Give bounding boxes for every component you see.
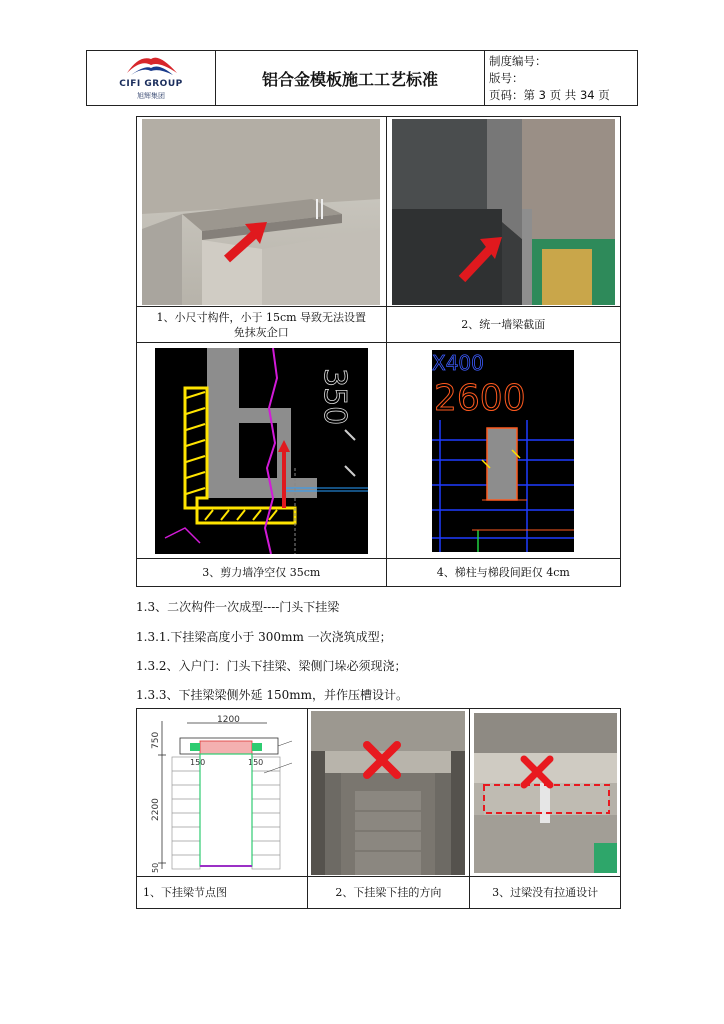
paragraph-1-3-2: 1.3.2、入户门：门头下挂梁、梁侧门垛必须现浇； <box>136 659 407 673</box>
paragraph-1-3-1: 1.3.1.下挂梁高度小于 300mm 一次浇筑成型； <box>136 630 392 644</box>
cad-stair-column <box>432 350 574 552</box>
photo-cell-1 <box>137 117 387 307</box>
caption-4: 4、梯柱与梯段间距仅 4cm <box>386 559 621 587</box>
photo-cell-5 <box>307 709 470 877</box>
dim-750: 750 <box>150 731 161 749</box>
photo-small-component <box>142 119 380 305</box>
photo-lintel-not-continuous <box>474 713 617 873</box>
cad-shear-wall <box>155 348 368 554</box>
caption-7: 3、过梁没有拉通设计 <box>470 877 621 909</box>
cad-label-x400: X400 <box>432 350 485 375</box>
document-header <box>86 50 638 106</box>
cad-cell-3 <box>137 343 387 559</box>
logo-mark-icon <box>87 51 216 81</box>
paragraph-1-3-3: 1.3.3、下挂梁梁侧外延 150mm，并作压槽设计。 <box>136 688 409 702</box>
document-meta <box>485 51 637 105</box>
drawing-cell-1 <box>137 709 308 877</box>
cad-label-2600: 2600 <box>434 377 526 419</box>
dim-side-right: 150 <box>247 757 264 767</box>
photo-cell-2 <box>386 117 621 307</box>
caption-5: 1、下挂梁节点图 <box>137 877 308 909</box>
caption-1: 1、小尺寸构件，小于 15cm 导致无法设置免抹灰企口 <box>137 307 387 343</box>
dim-side-left: 150 <box>189 757 206 767</box>
version-number: 版号： <box>489 71 524 85</box>
caption-2: 2、统一墙梁截面 <box>386 307 621 343</box>
dim-1200: 1200 <box>216 714 240 725</box>
figure-table-1 <box>136 116 621 587</box>
caption-6: 2、下挂梁下挂的方向 <box>307 877 470 909</box>
regulation-number: 制度编号： <box>489 54 547 68</box>
photo-wall-beam-section <box>392 119 615 305</box>
figure-table-2 <box>136 708 621 909</box>
dim-2200: 2200 <box>150 797 161 821</box>
company-logo <box>87 51 216 105</box>
dim-50: 50 <box>150 862 160 873</box>
photo-cell-6 <box>470 709 621 877</box>
beam-node-drawing <box>142 713 302 873</box>
photo-beam-direction <box>311 711 465 875</box>
section-heading-1-3: 1.3、二次构件一次成型----门头下挂梁 <box>136 600 340 614</box>
logo-text-en: CIFI GROUP <box>119 79 183 89</box>
cad-cell-4 <box>386 343 621 559</box>
page-number: 页码：第 3 页 共 34 页 <box>489 88 610 102</box>
document-title: 铝合金模板施工工艺标准 <box>216 51 485 105</box>
caption-3: 3、剪力墙净空仅 35cm <box>137 559 387 587</box>
cad-dim-350: 350 <box>316 367 352 425</box>
logo-text-cn: 旭辉集团 <box>137 92 165 100</box>
